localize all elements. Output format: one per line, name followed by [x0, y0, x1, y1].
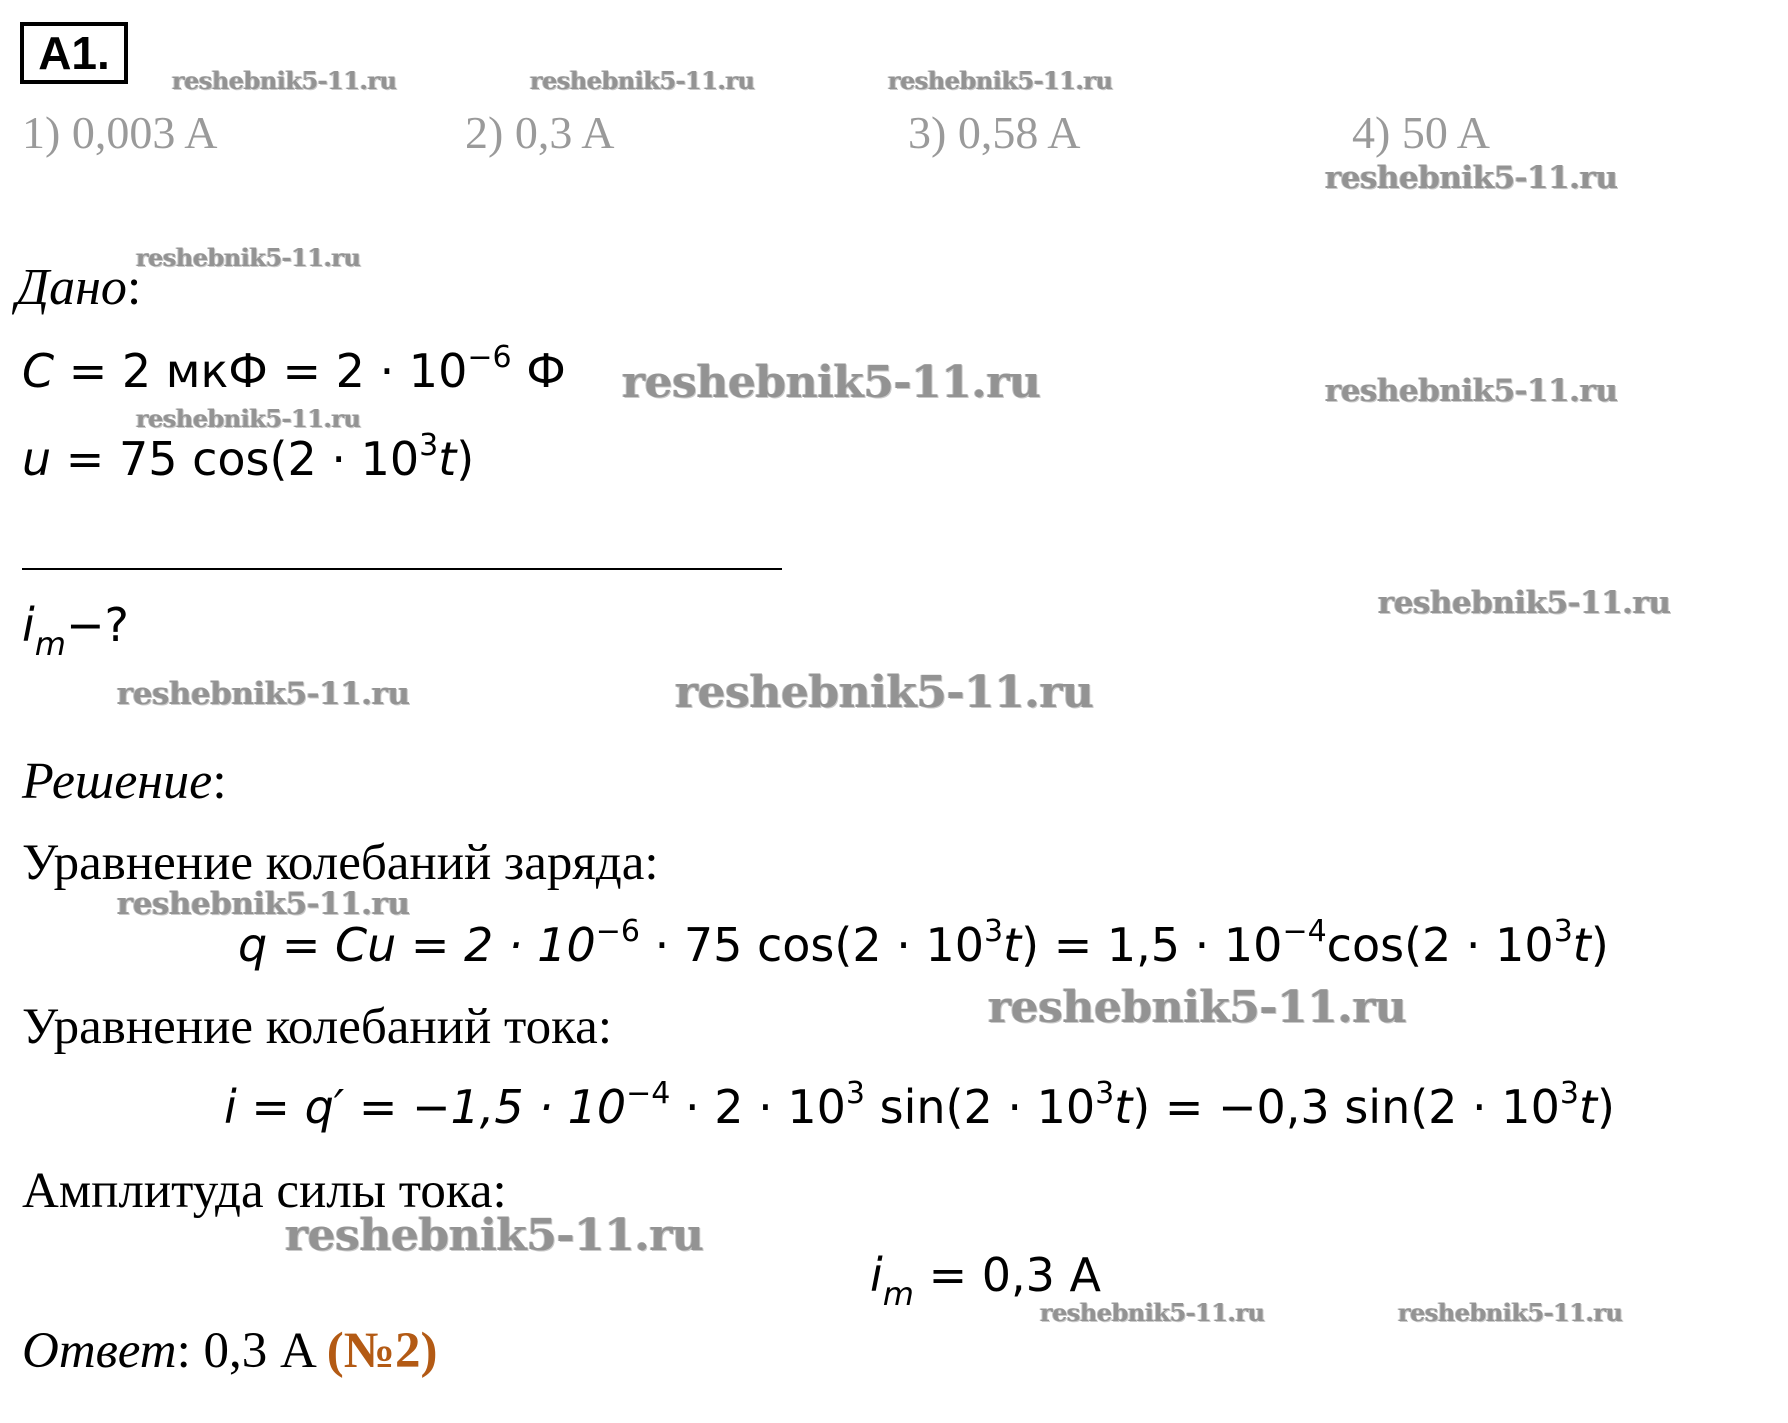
- given-divider: [22, 568, 782, 570]
- option-3: 3) 0,58 A: [908, 107, 1081, 158]
- watermark: reshebnik5-11.ru: [888, 66, 1113, 95]
- given-label: Дано: [16, 259, 127, 316]
- watermark: reshebnik5-11.ru: [136, 243, 361, 272]
- amplitude-result: $i_m = 0,3$ A: [870, 1248, 1101, 1313]
- given-capacitance: C = 2 мкФ = $2 \cdot 10^{-6}$ Ф: [22, 340, 566, 398]
- option-1: 1) 0,003 A: [22, 107, 218, 158]
- watermark: reshebnik5-11.ru: [172, 66, 397, 95]
- amplitude-heading: Амплитуда силы тока:: [22, 1163, 507, 1219]
- answer-line: [22, 1322, 438, 1380]
- watermark: reshebnik5-11.ru: [117, 886, 410, 922]
- option-4: 4) 50 A: [1352, 107, 1490, 158]
- watermark: reshebnik5-11.ru: [1325, 160, 1618, 196]
- answer-choice: (№2): [326, 1323, 438, 1379]
- current-heading: Уравнение колебаний тока:: [22, 999, 612, 1055]
- current-equation: $i = q' = -1,5 \cdot 10^{-4} \cdot 2 \cdot 10^3$ $\sin(2 \cdot 10^3t) = -0,3$ $\sin(2 \cdot 10^3t)$: [224, 1076, 1615, 1134]
- watermark: reshebnik5-11.ru: [1040, 1298, 1265, 1327]
- watermark: reshebnik5-11.ru: [1398, 1298, 1623, 1327]
- solution-heading: Решение:: [22, 753, 227, 810]
- solution-label: Решение: [22, 753, 213, 810]
- watermark: reshebnik5-11.ru: [622, 357, 1041, 408]
- watermark: reshebnik5-11.ru: [675, 667, 1094, 718]
- find-quantity: $i_m-$?: [22, 598, 129, 663]
- watermark: reshebnik5-11.ru: [1325, 373, 1618, 409]
- watermark: reshebnik5-11.ru: [136, 404, 361, 433]
- charge-heading: Уравнение колебаний заряда:: [22, 835, 659, 891]
- given-voltage: u = 75 $\cos(2 \cdot 10^3t)$: [22, 428, 475, 486]
- capacitance-symbol: C: [22, 344, 55, 398]
- answer-value: : 0,3 A: [176, 1323, 327, 1379]
- watermark: reshebnik5-11.ru: [530, 66, 755, 95]
- watermark: reshebnik5-11.ru: [285, 1210, 704, 1261]
- watermark: reshebnik5-11.ru: [988, 982, 1407, 1033]
- watermark: reshebnik5-11.ru: [117, 676, 410, 712]
- given-heading: Дано:: [16, 259, 142, 316]
- option-2: 2) 0,3 A: [465, 107, 615, 158]
- charge-equation: $q = Cu = 2 \cdot 10^{-6} \cdot 75$ $\cos(2 \cdot 10^3t) = 1,5 \cdot 10^{-4}\cos(2 \cdot 10^3t)$: [238, 914, 1609, 972]
- answer-label: Ответ: [22, 1323, 177, 1379]
- watermark: reshebnik5-11.ru: [1378, 585, 1671, 621]
- task-label: A1.: [20, 22, 128, 84]
- voltage-symbol: u: [22, 432, 52, 486]
